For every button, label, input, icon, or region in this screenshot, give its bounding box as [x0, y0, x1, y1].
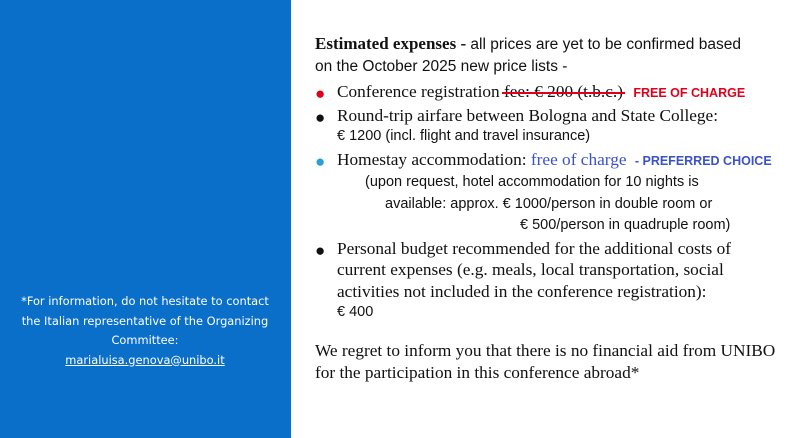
hotel-note	[337, 172, 805, 237]
contact-note-text: *For information, do not hesitate to contact the Italian representative of the Organizing Committee:	[21, 294, 269, 347]
list-item-registration	[315, 81, 805, 105]
sidebar-panel	[0, 0, 291, 438]
hotel-note-line-3: € 500/person in quadruple room)	[520, 217, 731, 233]
expenses-heading-title: Estimated expenses -	[315, 34, 467, 53]
financial-aid-line-2: for the participation in this conference abroad*	[315, 362, 640, 382]
financial-aid-line-1: We regret to inform you that there is no financial aid from UNIBO	[315, 340, 776, 360]
contact-note	[10, 292, 280, 370]
expenses-heading-note-2: on the October 2025 new price lists -	[315, 58, 568, 75]
airfare-cost: € 1200 (incl. flight and travel insurance)	[337, 128, 591, 144]
budget-amount: € 400	[337, 304, 374, 320]
airfare-text: Round-trip airfare between Bologna and State College:	[337, 105, 719, 125]
free-of-charge-badge: FREE OF CHARGE	[633, 86, 746, 100]
expenses-list	[315, 81, 805, 324]
financial-aid-notice	[315, 340, 805, 384]
list-item-airfare	[315, 105, 805, 148]
hotel-note-line-1: (upon request, hotel accommodation for 10 nights is	[365, 174, 699, 190]
homestay-label: Homestay accommodation:	[337, 149, 527, 169]
hotel-note-line-2: available: approx. € 1000/person in double room or	[385, 195, 713, 212]
bullet-icon: ●	[315, 107, 326, 127]
bullet-icon: ●	[315, 151, 326, 171]
expenses-heading-note-1: all prices are yet to be confirmed based	[470, 36, 741, 53]
list-item-homestay	[315, 149, 805, 237]
registration-old-fee: fee: € 200 (t.b.c.)	[504, 82, 624, 101]
budget-line-1: Personal budget recommended for the additional costs of	[337, 238, 732, 258]
list-item-personal-budget	[315, 238, 805, 324]
expenses-section	[315, 33, 805, 384]
registration-label: Conference registration	[337, 82, 500, 101]
budget-line-3: activities not included in the conference registration):	[337, 281, 707, 301]
bullet-icon: ●	[315, 84, 326, 103]
budget-line-2: current expenses (e.g. meals, local transportation, social	[337, 260, 724, 279]
bullet-icon: ●	[315, 240, 326, 260]
homestay-free-text: free of charge	[530, 149, 627, 169]
preferred-choice-badge: - PREFERRED CHOICE	[634, 153, 772, 168]
contact-email-link[interactable]: marialuisa.genova@unibo.it	[65, 352, 225, 367]
expenses-heading	[315, 33, 805, 78]
